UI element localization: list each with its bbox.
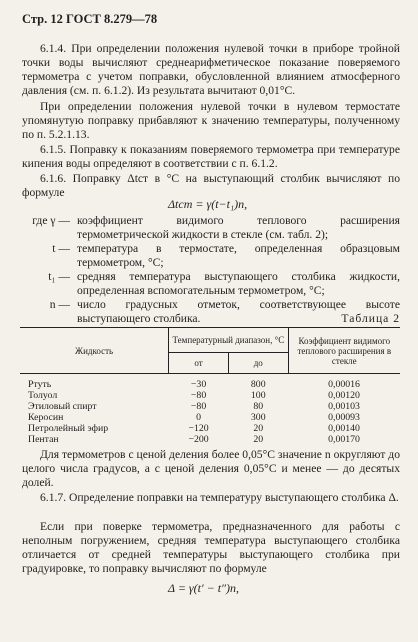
cell-to: 300 bbox=[250, 412, 266, 423]
formula-delta: Δ = γ(t′ − t″)n, bbox=[168, 581, 240, 595]
formula-delta-t: Δtст = γ(t−t₁)n, bbox=[168, 197, 248, 211]
where-description: температура в термостате, определенная образцовым термометром, °C; bbox=[77, 242, 400, 269]
paragraph-6-1-5: 6.1.5. Поправку к показаниям поверяемого термометра при температуре кипения воды определяют в соответствии с п. 6.1.2. bbox=[22, 143, 400, 170]
cell-coefficient: 0,00140 bbox=[328, 423, 360, 434]
table-row bbox=[20, 434, 400, 445]
cell-to: 800 bbox=[250, 379, 266, 390]
where-symbol: t — bbox=[52, 242, 70, 255]
where-description: число градусных отметок, соответствующее высоте выступающего столбика. bbox=[77, 298, 400, 325]
cell-from: −200 bbox=[188, 434, 209, 445]
cell-to: 20 bbox=[253, 434, 264, 445]
page-header: Стр. 12 ГОСТ 8.279—78 bbox=[22, 12, 158, 26]
cell-liquid: Этиловый спирт bbox=[28, 401, 97, 412]
cell-from: −80 bbox=[190, 401, 207, 412]
cell-liquid: Петролейный эфир bbox=[28, 423, 109, 434]
where-description: средняя температура выступающего столбика жидкости, определенная вспомогательным термометром, °C; bbox=[77, 270, 400, 297]
cell-from: −80 bbox=[190, 390, 207, 401]
cell-coefficient: 0,00016 bbox=[328, 379, 360, 390]
table-row bbox=[20, 412, 400, 423]
table-row bbox=[20, 390, 400, 401]
paragraph-zero-thermostat: При определении положения нулевой точки в нулевом термостате упомянутую поправку прибавляют к значению температуры, полученному по п. 5.2.1.13. bbox=[22, 100, 400, 141]
cell-to: 100 bbox=[250, 390, 266, 401]
paragraph-6-1-7: 6.1.7. Определение поправки на температуру выступающего столбика Δ. bbox=[40, 491, 399, 504]
liquids-table bbox=[20, 327, 400, 445]
table-row bbox=[20, 423, 400, 434]
header-liquid: Жидкость bbox=[20, 328, 169, 374]
header-coefficient: Коэффициент видимого теплового расширения в стекле bbox=[288, 328, 400, 374]
cell-to: 80 bbox=[253, 401, 264, 412]
table-title: Таблица 2 bbox=[341, 312, 400, 325]
where-description: коэффициент видимого теплового расширения термометрической жидкости в стекле (см. табл. 2); bbox=[77, 214, 400, 241]
where-symbol: где γ — bbox=[32, 214, 70, 227]
cell-coefficient: 0,00093 bbox=[328, 412, 360, 423]
cell-coefficient: 0,00170 bbox=[328, 434, 360, 445]
cell-liquid: Пентан bbox=[28, 434, 59, 445]
cell-coefficient: 0,00120 bbox=[328, 390, 360, 401]
header-range: Температурный диапазон, °C bbox=[169, 328, 288, 353]
cell-from: −120 bbox=[188, 423, 209, 434]
paragraph-6-1-4: 6.1.4. При определении положения нулевой точки в приборе тройной точки воды вычисляют среднеарифметическое показание поверяемого термометра с учетом поправки, обусловленной влиянием атмосферного давления (см. п. 6.1.2). Из результата вычитают 0,01°C. bbox=[22, 42, 400, 97]
where-symbol: t₁ — bbox=[48, 270, 70, 283]
cell-coefficient: 0,00103 bbox=[328, 401, 360, 412]
cell-from: 0 bbox=[196, 412, 201, 423]
table-row bbox=[20, 401, 400, 412]
paragraph-rounding: Для термометров с ценой деления более 0,05°C значение n округляют до целого числа градусов, а с ценой деления 0,05°C и менее — до десятых долей. bbox=[22, 448, 400, 489]
table-row bbox=[20, 379, 400, 390]
paragraph-6-1-6: 6.1.6. Поправку Δtст в °C на выступающий столбик вычисляют по формуле bbox=[22, 172, 400, 199]
cell-to: 20 bbox=[253, 423, 264, 434]
paragraph-partial-immersion: Если при поверке термометра, предназначенного для работы с неполным погружением, средняя температура выступающего столбика отличается от средней температуры выступающего столбика при градуировке, то поправку вычисляют по формуле bbox=[22, 520, 400, 575]
cell-liquid: Керосин bbox=[28, 412, 64, 423]
cell-from: −30 bbox=[190, 379, 207, 390]
where-symbol: n — bbox=[49, 298, 70, 311]
cell-liquid: Толуол bbox=[28, 390, 58, 401]
cell-liquid: Ртуть bbox=[28, 379, 52, 390]
header-from: от bbox=[169, 353, 229, 374]
header-to: до bbox=[228, 353, 288, 374]
